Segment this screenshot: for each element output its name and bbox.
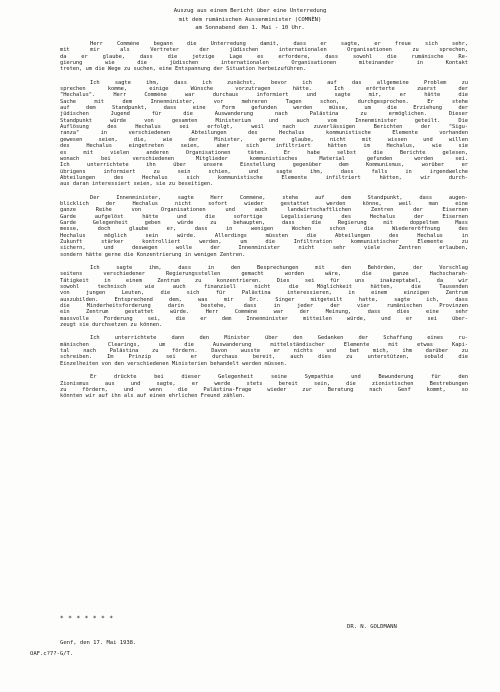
text-line: Herr Commène begann die Unterredung damit, dass er sagte, er freue sich sehr, [90,41,468,47]
text-line: Ich unterrichtete dann den Minister über den Gedanken der Schaffung eines ru- [90,335,468,342]
paragraph [60,80,468,188]
section-separator: * * * * * * * [60,615,114,622]
paragraph [60,41,468,73]
text-line: es mit vielen anderen Organisationen täten. Er habe selbst die Berichte gelesen, [60,149,468,156]
paragraph [60,195,468,258]
text-line: des Hechalus eingetreten seien, aber sich infiltriert hätten im Hechalus, wie sie [60,143,468,150]
place-date: Genf, den 17. Mai 1938. [60,640,137,646]
text-line: ranza" in verschiedenen Abteilungen des Hechalus kommunistische Elemente vorhanden [60,130,468,137]
text-line: zu fördern, und wenn die Palästina-Frage wieder zur Beratung nach Genf kommt, so [60,386,468,393]
header-line-2: mit dem rumänischen Aussenminister (COMNÈN) [178,16,322,23]
text-line: von jungen Leuten, die sich für Palästina interessieren, in einem einzigen Zentrum [60,290,468,297]
header-line-3: am Sonnabend den 1. Mai - 10 Uhr. [195,25,305,32]
text-line: übrigens informiert zu sein schien, und sagte ihm, dass falls in irgendwelche [60,168,468,175]
text-line: Einzelheiten von den verschiedenen Ministerien behandelt werden müssen. [60,360,287,367]
document-body [60,41,468,407]
text-line: Garde Gelegenheit geben würde zu behaupten, dass die Regierung mit doppeltem Mass [60,219,468,226]
text-line: könnten wir auf ihn als auf einen ehrlichen Freund zählen. [60,393,246,400]
text-line: messe, doch glaube er, dass in wenigen Wochen schon die Wiedereröffnung des [60,226,468,233]
text-line: Standpunkt würde von gesamten Ministerium und auch vom Innenminister geteilt. Die [60,117,468,124]
text-line: Sache mit dem Innenminister, vor mehreren Tagen schon, durchgesprochen. Er stehe [60,98,468,105]
text-line: Ich sagte ihm, dass in den Besprechungen mit den Behörden, der Vorschlag [90,265,468,271]
text-line: da er glaube, dass die jetzige Lage es erfordere, dass sowohl die rumänische Re- [60,53,468,60]
text-line: ein Zentrum gestattet würde. Herr Commène war der Meinung, dass dies eine sehr [60,309,468,316]
text-line: "Hechalus". Herr Commène war durchaus informiert und sagte mir, er hätte die [60,92,468,99]
text-line: Hechalus möglich sein würde. Allerdings müssten die Abteilungen des Hechalus in [60,232,468,239]
paragraph [60,265,468,328]
text-line: Der Innenminister, sagte Herr Commène, stehe auf dem Standpunkt, dass augen- [90,194,468,201]
header-line-1: Auszug aus einem Bericht über eine Unterredung [173,8,327,14]
text-line: Auflösung des Hechalus sei erfolgt, weil nach zuverlässigen Berichten der "Sigu- [60,124,468,131]
text-line: sprechen komme, einige Wünsche vorzutragen hätte. Ich erörterte zuerst der [60,86,468,93]
text-line: ganze Reihe von Organisationen und auch landwirtschaftlichen Zentren der Eisernen [60,207,468,214]
text-line: sichern, und deswegen wolle der Innenminister nicht sehr viele Zentren erlauben, [60,245,468,252]
text-line: jüdischen Jugend für die Auswanderung nach Palästina zu ermöglichen. Dieser [60,111,468,118]
text-line: Zionismus aus und sagte, er werde stets bereit sein, die zionistischen Bestrebungen [60,380,468,387]
text-line: treten, um die Wege zu suchen, eine Entspannung der Situation herbeizuführen. [60,66,307,73]
text-line: Zukunft stärker kontrolliert werden, um die Infiltration kommunistischer Elemente zu [60,238,468,245]
text-line: Ich unterrichtete ihn über unsere Einstellung gegenüber dem Kommunismus, worüber er [60,162,468,169]
text-line: Abteilungen des Hechalus sich kommunistische Elemente infiltriert hätten, wir durch- [60,174,468,181]
text-line: zeugt sie durchsetzen zu können. [60,322,163,329]
text-line: blicklich der Hechalus nicht sofort wieder gestattet werden könne, weil man eine [60,200,468,207]
text-line: auszubilden. Entsprechend dem, was mir Dr. Singer mitgeteilt hatte, sagte ich, dass [60,296,468,303]
text-line: Tätigkeit in einem Zentrum zu konzentrieren. Dies sei für uns inakzeptabel, da wir [60,277,468,284]
text-line: schreiben. Im Prinzip sei er durchaus bereit, auch dies zu unterstützen, sobald die [60,354,468,361]
text-line: aus daran interessiert seien, sie zu beseitigen. [60,181,214,188]
reference-code: OAF.c?7?-G/T. [30,651,74,657]
text-line: seitens verschiedener Regierungsstellen gemacht worden wäre, die ganze Hachscharah- [60,271,468,278]
document-header [120,7,380,33]
text-line: Ich sagte ihm, dass ich zunächst, bevor ich auf das allgemeine Problem zu [90,79,468,86]
text-line: Er drückte bei dieser Gelegenheit seine Sympathie und Bewunderung für den [90,374,468,381]
text-line: tal nach Palästina zu fördern. Davon wusste er nichts und bat mich, ihm darüber zu [60,348,468,355]
text-line: wonach bei verschiedenen Mitglieder kommunistisches Material gefunden worden sei. [60,155,468,162]
text-line: Garde aufgelöst hätte und die sofortige Legalisierung des Hechalus der Eisernen [60,213,468,220]
text-line: mänischen Clearings, um die Auswanderung mittelständischer Elemente mit etwas Kapi- [60,341,468,348]
paragraph [60,335,468,367]
text-line: auf dem Standpunkt, dass eine Form gefunden werden müsse, um die Erziehung der [60,105,468,112]
text-line: massvolle Forderung sei, die er dem Innenminister mitteilen würde, und er sei über- [60,315,468,322]
text-line: sondern hätte gerne die Konzentrierung in wenigen Zentren. [60,251,246,258]
text-line: gewesen seien, die, wie der Minister, gerne glaube, nicht mit wissen und willen [60,136,468,143]
text-line: gierung wie die jüdischen internationalen Organisationen miteinander in Kontakt [60,60,468,67]
text-line: mit mir als Vertreter der jüdischen internationalen Organisationen zu sprechen, [60,47,468,54]
text-line: sowohl technisch wie auch finanziell nicht die Möglichkeit hätten, die Tausenden [60,284,468,291]
paragraph [60,374,468,399]
text-line: die Minderheitsforderung darin bestehe, dass in jeder der vier rumänischen Provinzen [60,303,468,310]
signature: DR. N. GOLDMANN [347,624,397,630]
